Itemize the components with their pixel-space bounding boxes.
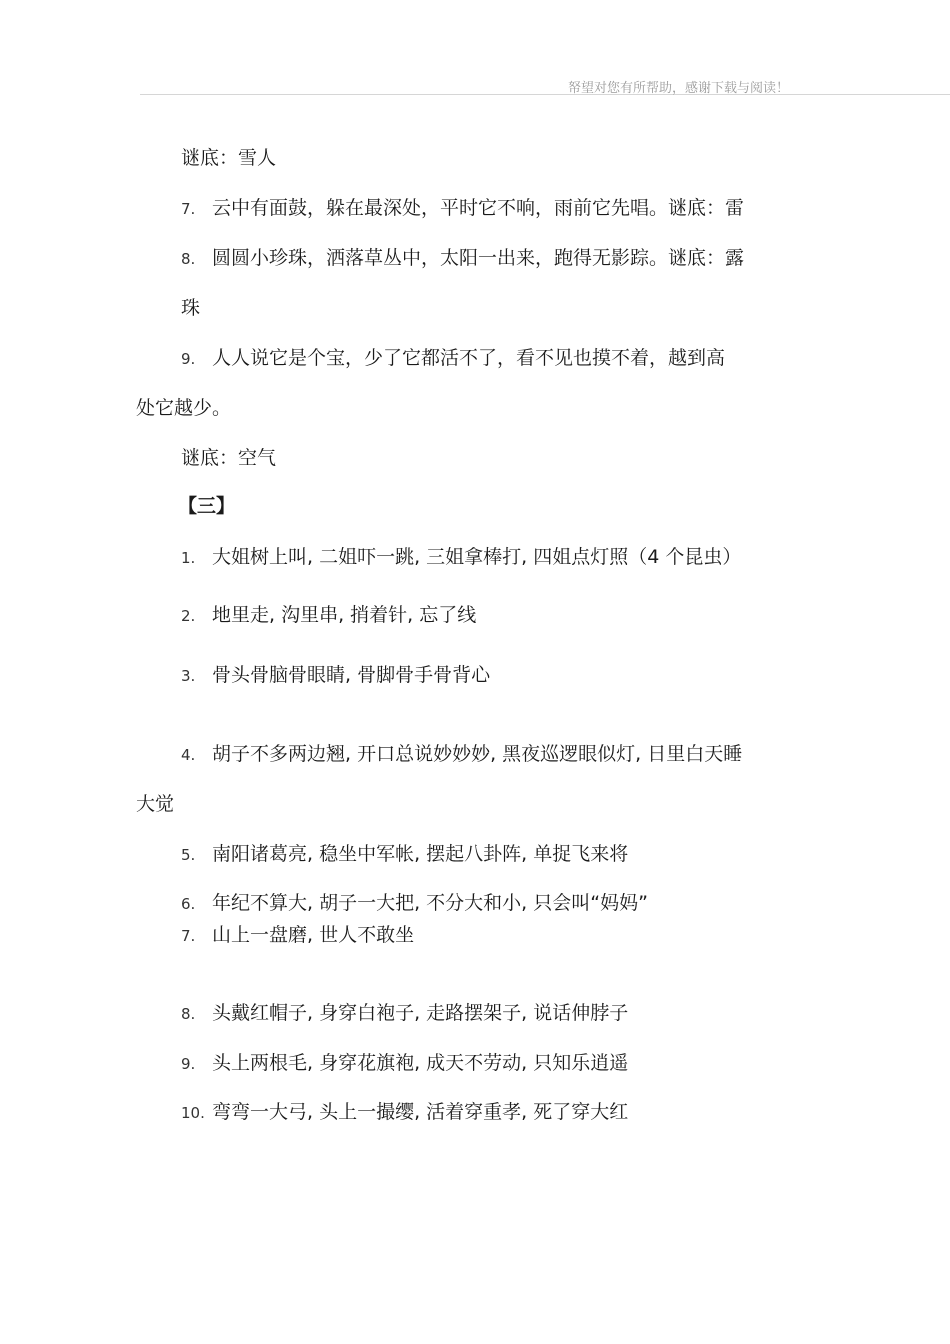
riddle-answer-air: 谜底：空气 bbox=[181, 447, 277, 469]
riddle-text: 山上一盘磨, 世人不敢坐 bbox=[212, 924, 415, 946]
riddle-number: 3. bbox=[181, 667, 196, 685]
insect-riddle-1 bbox=[181, 545, 741, 570]
riddle-number: 9. bbox=[181, 350, 196, 368]
riddle-number: 7. bbox=[181, 200, 196, 218]
riddle-number: 9. bbox=[181, 1055, 196, 1073]
riddle-text: 年纪不算大, 胡子一大把, 不分大和小, 只会叫“妈妈” bbox=[212, 892, 648, 914]
insect-riddle-9 bbox=[181, 1051, 628, 1076]
riddle-8 bbox=[181, 246, 744, 271]
riddle-number: 8. bbox=[181, 250, 196, 268]
riddle-number: 2. bbox=[181, 607, 196, 625]
riddle-text: 人人说它是个宝，少了它都活不了，看不见也摸不着，越到高 bbox=[212, 347, 726, 369]
riddle-text: 圆圆小珍珠，洒落草丛中，太阳一出来，跑得无影踪。谜底：露 bbox=[212, 247, 745, 269]
insect-riddle-8 bbox=[181, 1001, 628, 1026]
riddle-7 bbox=[181, 196, 744, 221]
riddle-text: 地里走, 沟里串, 捎着针, 忘了线 bbox=[212, 604, 477, 626]
riddle-number: 7. bbox=[181, 927, 196, 945]
riddle-9 bbox=[181, 346, 725, 371]
insect-riddle-7 bbox=[181, 923, 414, 948]
insect-riddle-6 bbox=[181, 891, 648, 916]
riddle-answer-snowman: 谜底：雪人 bbox=[181, 147, 277, 169]
riddle-8-continued: 珠 bbox=[181, 297, 201, 319]
riddle-number: 5. bbox=[181, 846, 196, 864]
riddle-text: 骨头骨脑骨眼睛, 骨脚骨手骨背心 bbox=[212, 664, 491, 686]
insect-riddle-10 bbox=[181, 1100, 628, 1125]
riddle-number: 8. bbox=[181, 1005, 196, 1023]
header-rule bbox=[140, 94, 950, 95]
riddle-number: 6. bbox=[181, 895, 196, 913]
insect-riddle-4-continued: 大觉 bbox=[136, 793, 175, 815]
riddle-number: 4. bbox=[181, 746, 196, 764]
insect-riddle-4 bbox=[181, 742, 742, 767]
riddle-9-continued: 处它越少。 bbox=[136, 397, 232, 419]
riddle-text: 弯弯一大弓, 头上一撮缨, 活着穿重孝, 死了穿大红 bbox=[212, 1101, 629, 1123]
insect-riddle-5 bbox=[181, 842, 628, 867]
riddle-text: 头上两根毛, 身穿花旗袍, 成天不劳动, 只知乐逍遥 bbox=[212, 1052, 629, 1074]
riddle-number: 10. bbox=[181, 1104, 205, 1122]
riddle-text: 云中有面鼓，躲在最深处，平时它不响，雨前它先唱。谜底：雷 bbox=[212, 197, 745, 219]
riddle-text: 胡子不多两边翘, 开口总说妙妙妙, 黑夜巡逻眼似灯, 日里白天睡 bbox=[212, 743, 743, 765]
riddle-number: 1. bbox=[181, 549, 196, 567]
insect-riddle-3 bbox=[181, 663, 490, 688]
riddle-text: 大姐树上叫, 二姐吓一跳, 三姐拿棒打, 四姐点灯照（4 个昆虫） bbox=[212, 546, 742, 568]
insect-riddle-2 bbox=[181, 603, 476, 628]
riddle-text: 南阳诸葛亮, 稳坐中军帐, 摆起八卦阵, 单捉飞来将 bbox=[212, 843, 629, 865]
header-note: 帑望对您有所帮助，感谢下载与阅读！ bbox=[568, 81, 790, 96]
section-heading: 【三】 bbox=[178, 495, 236, 517]
riddle-text: 头戴红帽子, 身穿白袍子, 走路摆架子, 说话伸脖子 bbox=[212, 1002, 629, 1024]
